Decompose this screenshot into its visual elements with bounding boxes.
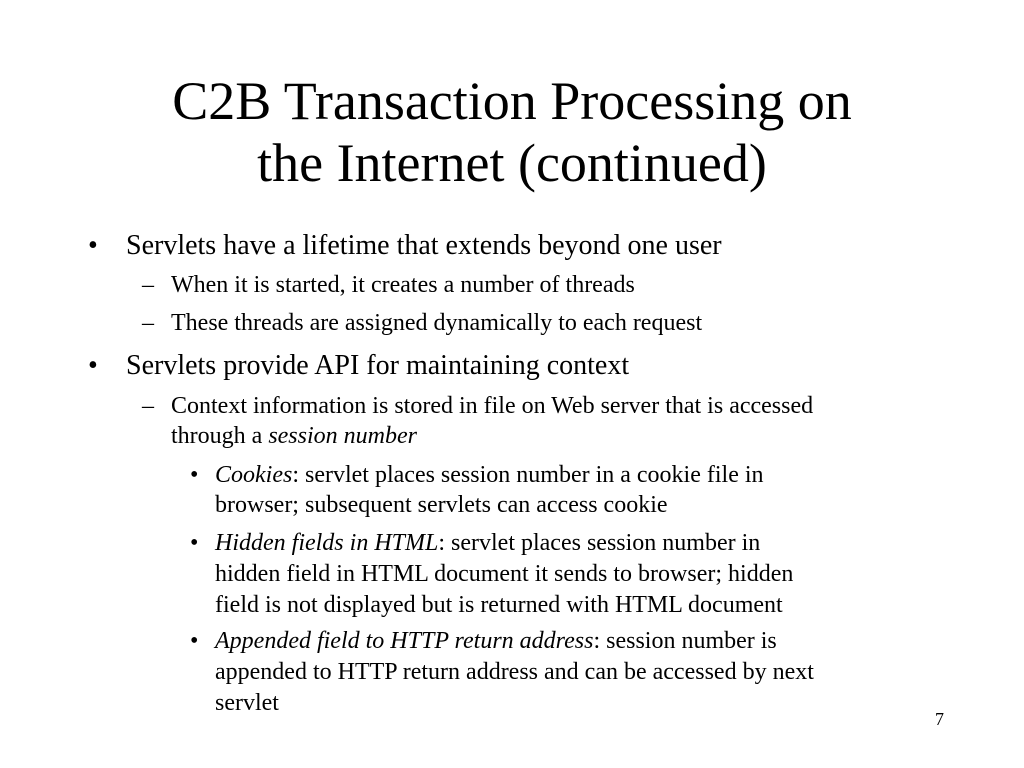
sub-bullet-marker: – — [142, 393, 154, 419]
hidden-fields-description: : servlet places session number in — [438, 530, 761, 556]
sub-sub-bullet-marker: • — [190, 628, 199, 654]
sub-bullet-text-prefix: through a — [171, 423, 269, 449]
bullet-marker: • — [88, 350, 98, 381]
session-number-term: session number — [268, 423, 417, 449]
cookies-description: : servlet places session number in a cookie file in — [292, 462, 764, 488]
sub-sub-bullet-text — [215, 528, 760, 559]
sub-sub-bullet-marker: • — [190, 530, 199, 556]
sub-bullet-text: These threads are assigned dynamically to each request — [171, 310, 703, 336]
sub-bullet-marker: – — [142, 272, 154, 298]
sub-bullet-text-continuation — [171, 421, 417, 451]
slide-title — [60, 70, 964, 194]
bullet-text: Servlets have a lifetime that extends beyond one user — [126, 230, 722, 261]
slide-title-line-2: the Internet (continued) — [257, 133, 767, 193]
cookies-term: Cookies — [215, 462, 293, 488]
appended-field-term: Appended field to HTTP return address — [215, 628, 594, 654]
sub-sub-bullet-text-continuation: field is not displayed but is returned with HTML document — [215, 592, 783, 618]
sub-sub-bullet-text-continuation: browser; subsequent servlets can access cookie — [215, 492, 668, 518]
slide-number: 7 — [935, 709, 944, 729]
sub-bullet-text: When it is started, it creates a number of threads — [171, 272, 635, 298]
sub-sub-bullet-marker: • — [190, 462, 199, 488]
bullet-marker: • — [88, 230, 98, 261]
slide-title-line-1: C2B Transaction Processing on — [172, 71, 852, 131]
sub-bullet-text: Context information is stored in file on Web server that is accessed — [171, 393, 814, 419]
sub-bullet-marker: – — [142, 310, 154, 336]
hidden-fields-term: Hidden fields in HTML — [215, 530, 439, 556]
bullet-text: Servlets provide API for maintaining context — [126, 350, 630, 381]
sub-sub-bullet-text-continuation: servlet — [215, 690, 279, 716]
sub-sub-bullet-text — [215, 626, 777, 657]
sub-sub-bullet-text — [215, 460, 764, 491]
appended-field-description: : session number is — [593, 628, 777, 654]
sub-sub-bullet-text-continuation: hidden field in HTML document it sends to browser; hidden — [215, 561, 794, 587]
sub-sub-bullet-text-continuation: appended to HTTP return address and can be accessed by next — [215, 659, 814, 685]
